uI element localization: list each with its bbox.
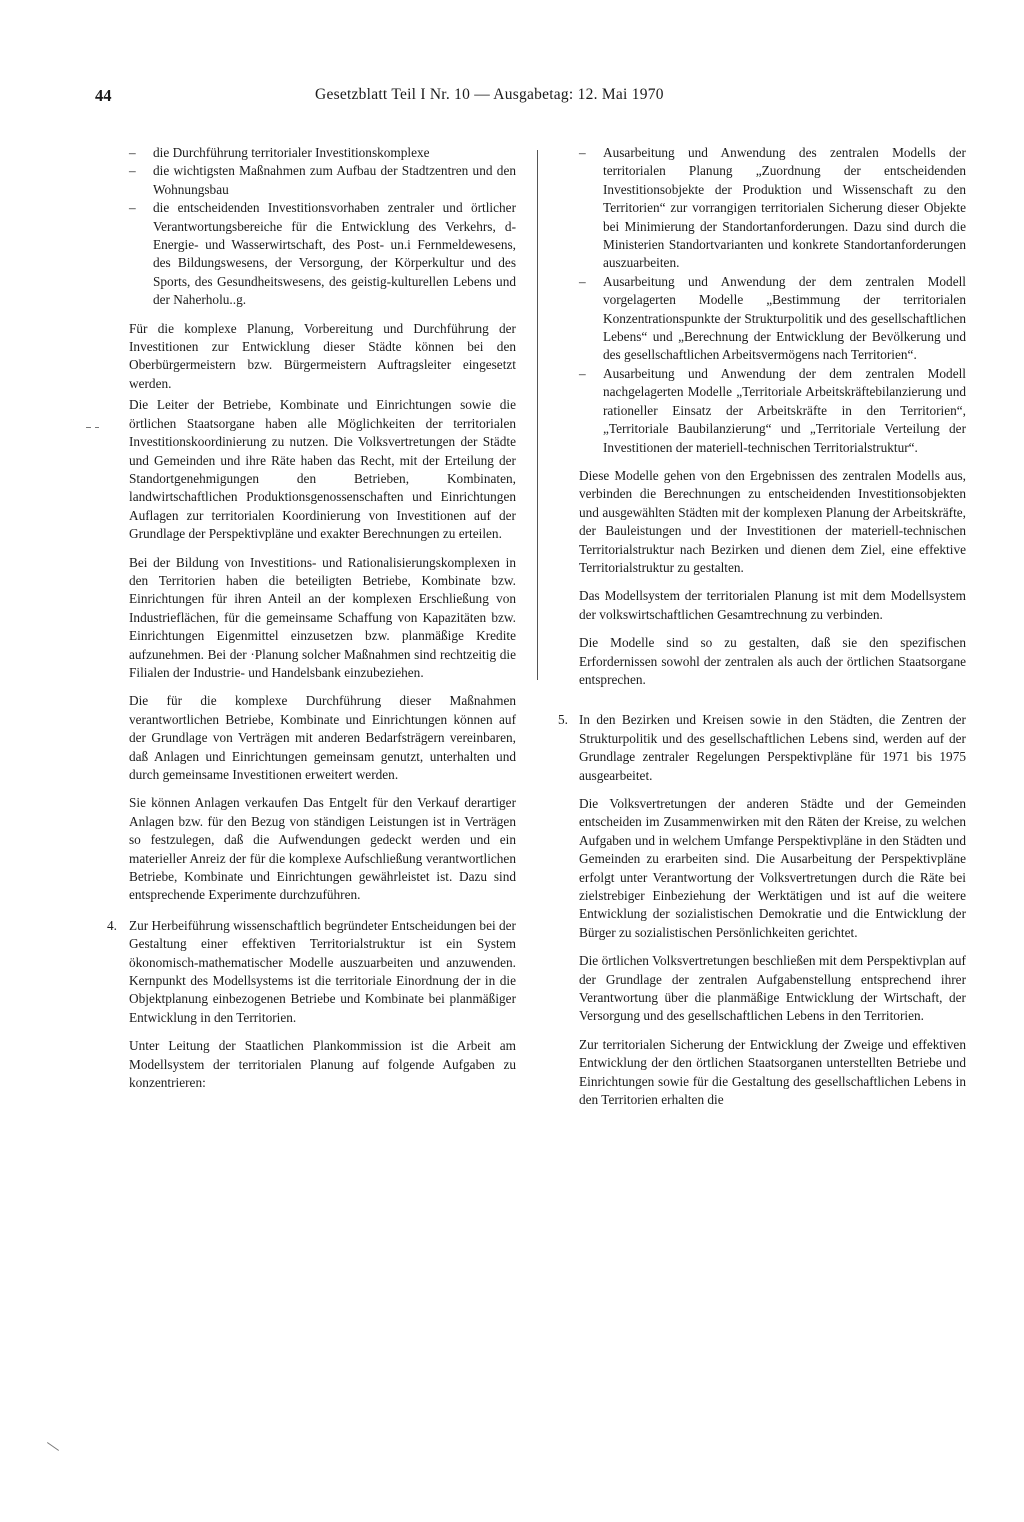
numbered-item-5 [558, 711, 966, 785]
paragraph: Unter Leitung der Staatlichen Plankommission ist die Arbeit am Modellsystem der territorialen Planung auf folgende Aufgaben zu konzentrieren: [129, 1038, 516, 1091]
paragraph: Zur Herbeiführung wissenschaftlich begründeter Entscheidungen bei der Gestaltung einer effektiven Territorialstruktur ist ein System ökonomisch-mathematischer Modelle auszuarbeiten und anzuwenden. Kernpunkt des Modellsystems ist die territoriale Einordnung der in die Objektplanung einbezogenen Betriebe und Kombinate bei planmäßiger Entwicklung in den Territorien. [129, 917, 516, 1025]
list-item: – Ausarbeitung und Anwendung der dem zentralen Modell vorgelagerten Modelle „Bestimmung der territorialen Konzentrationspunkte der Strukturpolitik und des gesellschaftlichen Lebens“ und „Berechnung der Entwicklung der Bevölkerung und des gesellschaftlichen Arbeitsvermögens nach Territorien“. [579, 273, 966, 363]
page-header [95, 86, 830, 110]
paragraph: Die für die komplexe Durchführung dieser Maßnahmen verantwortlichen Betriebe, Kombinate und Einrichtungen können auf der Grundlage von Verträgen mit anderen Bedarfsträgern vereinbaren, daß Anlagen und Einrichtungen gemeinsam genutzt, unterhalten und durch gemeinsame Investitionen erweitert werden. [129, 693, 516, 782]
paragraph: Bei der Bildung von Investitions- und Rationalisierungskomplexen in den Territorien haben die beteiligten Betriebe, Kombinate bzw. Einrichtungen für ihren Anteil an der komplexen Erschließung von Industrieflächen, für die gemeinsame Schaffung von Kapazitäten bzw. Einrichtungen Eigenmittel einzusetzen bzw. planmäßige Kredite aufzunehmen. Bei der ·Planung solcher Maßnahmen sind rechtzeitig die Filialen der Industrie- und Handelsbank einzubeziehen. [129, 554, 516, 680]
paragraph: Das Modellsystem der territorialen Planung ist mit dem Modellsystem der volkswirtschaftlichen Gesamtrechnung zu verbinden. [579, 588, 966, 622]
list-item: – die entscheidenden Investitionsvorhaben zentraler und örtlicher Verantwortungsbereiche für die Entwicklung des Verkehrs, d‑ Energie- und Wasserwirtschaft, des Post- un.i Fernmeldewesens, des Bildungswesens, der Versorgung, der Körperkultur und des Sports, des Gesundheitswesens, des geistig-kulturellen Lebens und der Naherholu..g. [129, 200, 516, 308]
item-number: 4. [107, 917, 117, 933]
list-item: – Ausarbeitung und Anwendung der dem zentralen Modell nachgelagerten Modelle „Territoriale Arbeitskräftebilanzierung und rationeller Einsatz der Arbeitskräfte in den Territorien“, „Territoriale Baubilanzierung“ und „Territoriale Verteilung der Investitionen der materiell-technischen Territorialstruktur“. [579, 365, 966, 455]
paragraph: Die Modelle sind so zu gestalten, daß sie den spezifischen Erfordernissen sowohl der zentralen als auch der örtlichen Staatsorgane entsprechen. [579, 635, 966, 687]
scan-mark [86, 427, 91, 428]
paragraph: Die örtlichen Volksvertretungen beschließen mit dem Perspektivplan auf der Grundlage der zentralen Aufgabenstellung entsprechend ihrer Verantwortung über die planmäßige Entwicklung der Wirtschaft, der Versorgung und des gesellschaftlichen Lebens in den Territorien. [579, 953, 966, 1024]
list-item: – die wichtigsten Maßnahmen zum Aufbau der Stadtzentren und den Wohnungsbau [129, 163, 516, 197]
paragraph: Die Leiter der Betriebe, Kombinate und Einrichtungen sowie die örtlichen Staatsorgane haben alle Möglichkeiten der territorialen Investitionskoordinierung zu nutzen. Die Volksvertretungen der Städte und Gemeinden und ihre Räte haben das Recht, mit der Erteilung der Standortgenehmigungen den Betrieben, Kombinaten, landwirtschaftlichen Produktionsgenossenschaften und Einrichtungen Auflagen zur territorialen Koordinierung von Investitionen auf der Grundlage der Perspektivpläne und exakter Berechnungen zu erteilen. [129, 397, 516, 542]
item-number: 5. [558, 712, 568, 728]
list-item: – die Durchführung territorialer Investitionskomplexe [129, 145, 430, 160]
right-column [558, 144, 966, 1110]
scan-mark [47, 1442, 59, 1451]
paragraph: Zur territorialen Sicherung der Entwicklung der Zweige und effektiven Entwicklung der den örtlichen Staatsorganen unterstellten Betriebe und Einrichtungen sowie für die Gestaltung des gesellschaftlichen Lebens in den Territorien erhalten die [579, 1036, 966, 1108]
paragraph: Für die komplexe Planung, Vorbereitung und Durchführung der Investitionen zur Entwicklung dieser Städte können bei den Oberbürgermeistern bzw. Bürgermeistern Auftragsleiter eingesetzt werden. [129, 320, 516, 391]
scan-mark [95, 427, 99, 428]
paragraph: Die Volksvertretungen der anderen Städte und der Gemeinden entscheiden im Zusammenwirken mit den Räten der Kreise, zu welchen Aufgaben und in welchem Umfange Perspektivpläne in den Städten und Gemeinden zu erarbeiten sind. Die Ausarbeitung der Perspektivpläne erfolgt unter Verantwortung der Volksvertretungen durch die Räte bei zielstrebiger Einbeziehung der Werktätigen und ist auf die weitere Entwicklung der sozialistischen Demokratie und die Entwicklung der Bürger zu sozialistischen Persönlichkeiten gerichtet. [579, 796, 966, 940]
page-number: 44 [95, 86, 112, 105]
left-column [107, 144, 516, 1093]
paragraph: In den Bezirken und Kreisen sowie in den Städten, die Zentren der Strukturpolitik und des gesellschaftlichen Lebens sind, werden auf der Grundlage zentraler Regelungen Perspektivpläne für 1971 bis 1975 ausgearbeitet. [579, 712, 966, 783]
paragraph: Sie können Anlagen verkaufen Das Entgelt für den Verkauf derartiger Anlagen bzw. für den Bezug von ständigen Leistungen ist in Verträgen so festzulegen, daß die Aufwendungen gedeckt werden und ein materieller Anreiz der für die komplexe Aufschließung verantwortlichen Betriebe, Kombinate und Einrichtungen gewährleistet ist. Dazu sind entsprechende Experimente durchzuführen. [129, 795, 516, 903]
paragraph: Diese Modelle gehen von den Ergebnissen des zentralen Modells aus, verbinden die Berechnungen zu entscheidenden Investitionsobjekten und ausgewählten Städten mit der komplexen Planung der Arbeitskräfte, der Bauleistungen und der Investitionen der materiell-technischen Territorialstruktur nach Bezirken und dienen dem Ziel, eine effektive Territorialstruktur zu gestalten. [579, 467, 966, 575]
numbered-item-4 [107, 917, 516, 1027]
list-item: – Ausarbeitung und Anwendung des zentralen Modells der territorialen Planung „Zuordnung der entscheidenden Investitionsobjekte der Produktion und Wissenschaft zu den Territorien“ zur vorrangigen territorialen Sicherung dieser Objekte bei Minimierung der Standortanforderungen. Dazu sind durch die Ministerien Standortvarianten und konkrete Standortanforderungen auszuarbeiten. [579, 145, 966, 271]
column-divider [537, 150, 538, 680]
running-title: Gesetzblatt Teil I Nr. 10 — Ausgabetag: 12. Mai 1970 [315, 86, 664, 103]
